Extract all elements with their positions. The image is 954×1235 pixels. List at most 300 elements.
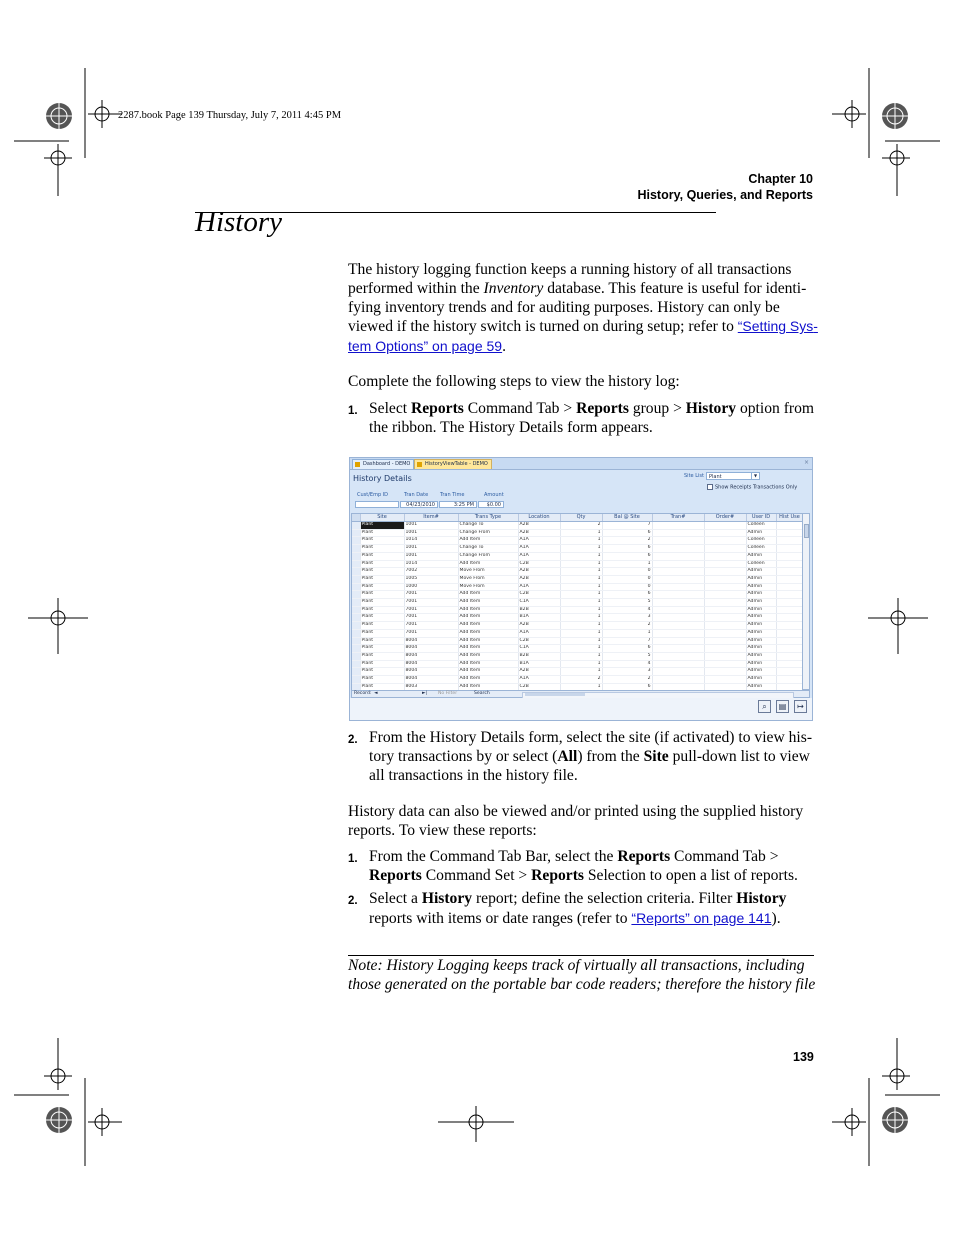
row-selector[interactable] — [352, 614, 360, 622]
table-cell[interactable] — [652, 522, 704, 530]
table-cell[interactable]: Plant — [360, 560, 404, 568]
table-cell[interactable]: Plant — [360, 614, 404, 622]
row-selector[interactable] — [352, 645, 360, 653]
table-cell[interactable] — [704, 599, 746, 607]
table-cell[interactable]: Admin — [746, 591, 776, 599]
table-cell[interactable]: Plant — [360, 606, 404, 614]
table-cell[interactable] — [652, 614, 704, 622]
row-selector[interactable] — [352, 676, 360, 684]
table-row[interactable] — [352, 537, 803, 545]
reports-page-link[interactable]: “Reports” on page 141 — [631, 909, 772, 926]
table-cell[interactable]: 1 — [560, 599, 602, 607]
table-cell[interactable]: Plant — [360, 583, 404, 591]
table-cell[interactable]: 1001 — [404, 552, 458, 560]
table-cell[interactable]: Admin — [746, 614, 776, 622]
table-cell[interactable]: 0 — [602, 575, 652, 583]
tab-dashboard[interactable] — [352, 459, 414, 469]
table-cell[interactable]: Admin — [746, 683, 776, 691]
table-cell[interactable] — [704, 645, 746, 653]
table-cell[interactable] — [652, 668, 704, 676]
table-cell[interactable]: 1 — [560, 637, 602, 645]
grid-column-header[interactable]: Trans Type — [458, 514, 518, 522]
table-cell[interactable] — [704, 591, 746, 599]
table-cell[interactable]: A2B — [518, 668, 560, 676]
table-cell[interactable] — [776, 599, 803, 607]
table-cell[interactable] — [652, 537, 704, 545]
step-bold-term: Site — [643, 747, 669, 765]
row-selector[interactable] — [352, 568, 360, 576]
row-selector[interactable] — [352, 552, 360, 560]
table-cell[interactable] — [652, 575, 704, 583]
row-selector[interactable] — [352, 599, 360, 607]
table-cell[interactable] — [704, 560, 746, 568]
table-cell[interactable]: Plant — [360, 552, 404, 560]
table-row[interactable] — [352, 622, 803, 630]
table-cell[interactable]: 6 — [602, 645, 652, 653]
table-cell[interactable]: A2B — [518, 529, 560, 537]
table-cell[interactable]: Plant — [360, 629, 404, 637]
table-cell[interactable] — [776, 537, 803, 545]
table-cell[interactable] — [776, 629, 803, 637]
table-cell[interactable]: 4 — [602, 660, 652, 668]
table-cell[interactable] — [704, 652, 746, 660]
table-cell[interactable]: Add Item — [458, 676, 518, 684]
row-selector[interactable] — [352, 575, 360, 583]
table-cell[interactable]: Admin — [746, 629, 776, 637]
table-cell[interactable]: 7001 — [404, 629, 458, 637]
grid-column-header[interactable]: Bal @ Site — [602, 514, 652, 522]
table-cell[interactable]: Admin — [746, 529, 776, 537]
show-receipts-checkbox[interactable] — [707, 484, 797, 491]
table-cell[interactable] — [704, 575, 746, 583]
table-cell[interactable] — [704, 522, 746, 530]
table-cell[interactable]: Add Item — [458, 606, 518, 614]
table-cell[interactable]: Plant — [360, 599, 404, 607]
table-row[interactable] — [352, 560, 803, 568]
record-nav-first-icon[interactable]: ◄ — [374, 691, 378, 696]
table-row[interactable] — [352, 529, 803, 537]
site-list-dropdown[interactable] — [706, 472, 760, 480]
table-cell[interactable]: A2B — [518, 522, 560, 530]
table-cell[interactable]: 2 — [602, 537, 652, 545]
row-selector[interactable] — [352, 622, 360, 630]
row-selector[interactable] — [352, 545, 360, 553]
table-cell[interactable]: Plant — [360, 660, 404, 668]
table-cell[interactable]: Admin — [746, 568, 776, 576]
table-cell[interactable] — [652, 545, 704, 553]
exit-button[interactable] — [794, 700, 807, 713]
table-cell[interactable]: Admin — [746, 676, 776, 684]
table-cell[interactable] — [704, 614, 746, 622]
search-box[interactable]: Search — [474, 691, 490, 696]
row-selector[interactable] — [352, 522, 360, 530]
table-row[interactable] — [352, 652, 803, 660]
table-cell[interactable] — [704, 545, 746, 553]
table-cell[interactable] — [776, 676, 803, 684]
table-cell[interactable]: Add Item — [458, 660, 518, 668]
table-cell[interactable] — [652, 560, 704, 568]
table-cell[interactable] — [652, 552, 704, 560]
row-selector[interactable] — [352, 583, 360, 591]
table-cell[interactable]: 1 — [560, 629, 602, 637]
tran-time-label: Tran Time — [440, 492, 465, 498]
row-selector[interactable] — [352, 537, 360, 545]
table-cell[interactable]: 1 — [560, 583, 602, 591]
table-cell[interactable] — [704, 668, 746, 676]
row-selector[interactable] — [352, 660, 360, 668]
table-cell[interactable]: 5 — [602, 599, 652, 607]
table-cell[interactable]: 0 — [602, 568, 652, 576]
table-cell[interactable]: C2B — [518, 591, 560, 599]
table-cell[interactable]: 1 — [560, 652, 602, 660]
table-cell[interactable]: Plant — [360, 529, 404, 537]
table-cell[interactable]: Colleen — [746, 560, 776, 568]
table-cell[interactable]: Plant — [360, 545, 404, 553]
find-button[interactable] — [758, 700, 771, 713]
table-cell[interactable]: 1000 — [404, 583, 458, 591]
row-selector[interactable] — [352, 629, 360, 637]
table-cell[interactable] — [776, 575, 803, 583]
table-cell[interactable]: A2B — [518, 575, 560, 583]
table-cell[interactable]: A1A — [518, 676, 560, 684]
exit-door-icon: ↦ — [797, 702, 804, 711]
step-text: Selection to open a list of reports. — [583, 866, 798, 884]
table-cell[interactable]: 1 — [560, 668, 602, 676]
table-cell[interactable]: 6 — [602, 545, 652, 553]
grid-column-header[interactable]: Site — [360, 514, 404, 522]
table-cell[interactable]: Admin — [746, 637, 776, 645]
table-cell[interactable] — [704, 568, 746, 576]
table-cell[interactable]: 2 — [602, 676, 652, 684]
table-cell[interactable] — [704, 660, 746, 668]
table-cell[interactable] — [704, 529, 746, 537]
table-cell[interactable]: 0 — [602, 583, 652, 591]
table-cell[interactable]: 7001 — [404, 591, 458, 599]
table-row[interactable] — [352, 599, 803, 607]
table-cell[interactable]: B1A — [518, 660, 560, 668]
table-cell[interactable]: Plant — [360, 652, 404, 660]
table-cell[interactable]: Move From — [458, 575, 518, 583]
table-row[interactable] — [352, 583, 803, 591]
table-row[interactable] — [352, 645, 803, 653]
record-nav-last-icon[interactable]: ►| — [422, 691, 428, 696]
table-cell[interactable]: 1 — [560, 614, 602, 622]
table-cell[interactable]: 1001 — [404, 545, 458, 553]
table-cell[interactable]: 1 — [560, 606, 602, 614]
table-cell[interactable]: 1 — [560, 568, 602, 576]
table-cell[interactable]: Admin — [746, 606, 776, 614]
table-cell[interactable]: A2B — [518, 622, 560, 630]
scroll-thumb[interactable] — [804, 524, 809, 538]
table-cell[interactable] — [776, 560, 803, 568]
table-cell[interactable] — [704, 676, 746, 684]
row-selector[interactable] — [352, 652, 360, 660]
table-cell[interactable] — [652, 568, 704, 576]
row-selector[interactable] — [352, 529, 360, 537]
table-cell[interactable]: 6 — [602, 591, 652, 599]
table-cell[interactable]: A1A — [518, 552, 560, 560]
grid-column-header[interactable]: User ID — [746, 514, 776, 522]
hscroll-thumb[interactable] — [525, 693, 585, 696]
table-cell[interactable]: Admin — [746, 599, 776, 607]
table-cell[interactable]: Add Item — [458, 622, 518, 630]
table-cell[interactable]: C1A — [518, 645, 560, 653]
table-row[interactable] — [352, 676, 803, 684]
table-cell[interactable]: Plant — [360, 622, 404, 630]
table-cell[interactable]: Add Item — [458, 668, 518, 676]
table-cell[interactable]: Plant — [360, 637, 404, 645]
table-row[interactable] — [352, 629, 803, 637]
table-cell[interactable] — [776, 652, 803, 660]
table-cell[interactable] — [652, 599, 704, 607]
table-cell[interactable] — [776, 545, 803, 553]
table-cell[interactable]: Change From — [458, 552, 518, 560]
table-cell[interactable]: 8003 — [404, 683, 458, 691]
table-cell[interactable]: C2B — [518, 683, 560, 691]
table-cell[interactable]: Admin — [746, 575, 776, 583]
table-cell[interactable]: Change To — [458, 545, 518, 553]
table-cell[interactable]: Add Item — [458, 637, 518, 645]
table-cell[interactable]: 8004 — [404, 652, 458, 660]
table-cell[interactable] — [776, 529, 803, 537]
grid-column-header[interactable]: Qty — [560, 514, 602, 522]
table-cell[interactable]: Plant — [360, 575, 404, 583]
vertical-scrollbar[interactable] — [802, 513, 810, 690]
table-cell[interactable]: 8004 — [404, 637, 458, 645]
table-cell[interactable]: Add Item — [458, 645, 518, 653]
table-cell[interactable]: A1A — [518, 583, 560, 591]
table-row[interactable] — [352, 637, 803, 645]
table-cell[interactable]: 6 — [602, 552, 652, 560]
table-cell[interactable]: 1 — [560, 683, 602, 691]
table-cell[interactable]: Add Item — [458, 591, 518, 599]
table-cell[interactable]: 1 — [560, 660, 602, 668]
table-cell[interactable] — [776, 606, 803, 614]
table-cell[interactable] — [652, 606, 704, 614]
table-cell[interactable]: 1 — [560, 575, 602, 583]
row-selector[interactable] — [352, 668, 360, 676]
table-cell[interactable]: 1001 — [404, 529, 458, 537]
grid-select-all[interactable] — [352, 514, 360, 522]
table-cell[interactable] — [776, 645, 803, 653]
tran-time-field[interactable]: 3:25 PM — [439, 501, 477, 508]
table-cell[interactable]: A1A — [518, 537, 560, 545]
table-cell[interactable]: 2 — [560, 676, 602, 684]
table-cell[interactable] — [776, 660, 803, 668]
form-footer — [350, 698, 812, 720]
table-cell[interactable]: Colleen — [746, 522, 776, 530]
table-cell[interactable]: B2B — [518, 606, 560, 614]
table-cell[interactable]: 8004 — [404, 645, 458, 653]
table-cell[interactable]: Plant — [360, 683, 404, 691]
table-cell[interactable]: A1A — [518, 545, 560, 553]
table-cell[interactable]: Add Item — [458, 652, 518, 660]
table-cell[interactable]: Admin — [746, 668, 776, 676]
row-selector[interactable] — [352, 591, 360, 599]
table-cell[interactable] — [704, 629, 746, 637]
table-cell[interactable]: Admin — [746, 645, 776, 653]
table-row[interactable] — [352, 575, 803, 583]
tab-history-view-table[interactable] — [414, 459, 492, 469]
table-cell[interactable] — [652, 529, 704, 537]
table-cell[interactable]: 7001 — [404, 622, 458, 630]
table-cell[interactable] — [776, 622, 803, 630]
table-cell[interactable] — [776, 614, 803, 622]
grid-column-header[interactable]: Location — [518, 514, 560, 522]
table-row[interactable] — [352, 568, 803, 576]
table-row[interactable] — [352, 591, 803, 599]
table-cell[interactable] — [704, 622, 746, 630]
table-cell[interactable]: Plant — [360, 676, 404, 684]
grid-column-header[interactable]: Order# — [704, 514, 746, 522]
table-cell[interactable] — [704, 637, 746, 645]
print-button[interactable] — [776, 700, 789, 713]
table-cell[interactable]: 1 — [560, 560, 602, 568]
table-cell[interactable] — [776, 568, 803, 576]
table-cell[interactable]: A2B — [518, 568, 560, 576]
table-cell[interactable]: 7001 — [404, 599, 458, 607]
table-cell[interactable]: 7001 — [404, 614, 458, 622]
table-cell[interactable]: 3 — [602, 668, 652, 676]
table-cell[interactable]: 6 — [602, 529, 652, 537]
table-cell[interactable]: 1 — [560, 529, 602, 537]
cust-emp-id-field[interactable] — [355, 501, 399, 508]
table-cell[interactable]: 7 — [602, 637, 652, 645]
table-cell[interactable] — [652, 652, 704, 660]
table-cell[interactable] — [776, 522, 803, 530]
table-row[interactable] — [352, 606, 803, 614]
table-cell[interactable]: 1 — [560, 591, 602, 599]
table-cell[interactable]: Plant — [360, 591, 404, 599]
checkbox-icon[interactable] — [707, 484, 713, 490]
table-cell[interactable]: Add Item — [458, 629, 518, 637]
table-cell[interactable]: 1014 — [404, 560, 458, 568]
table-cell[interactable]: 1014 — [404, 537, 458, 545]
table-cell[interactable]: 6 — [602, 683, 652, 691]
setting-system-options-link[interactable]: “Setting System Options” on page 59 — [348, 318, 818, 355]
table-row[interactable] — [352, 614, 803, 622]
table-cell[interactable] — [704, 537, 746, 545]
table-cell[interactable]: Add Item — [458, 614, 518, 622]
table-cell[interactable]: 1 — [602, 629, 652, 637]
table-cell[interactable]: B2B — [518, 652, 560, 660]
table-cell[interactable]: 4 — [602, 606, 652, 614]
table-cell[interactable]: Move From — [458, 568, 518, 576]
row-selector[interactable] — [352, 637, 360, 645]
table-cell[interactable]: Add Item — [458, 560, 518, 568]
table-cell[interactable]: C2B — [518, 560, 560, 568]
table-cell[interactable]: 1 — [560, 622, 602, 630]
table-cell[interactable]: Colleen — [746, 545, 776, 553]
table-cell[interactable]: Plant — [360, 668, 404, 676]
table-cell[interactable] — [776, 637, 803, 645]
table-cell[interactable] — [652, 622, 704, 630]
table-cell[interactable]: Admin — [746, 622, 776, 630]
registration-mark-bottom-right — [879, 1104, 911, 1136]
table-row[interactable] — [352, 522, 803, 530]
table-cell[interactable]: Change To — [458, 522, 518, 530]
grid-column-header[interactable]: Item# — [404, 514, 458, 522]
table-cell[interactable]: Change From — [458, 529, 518, 537]
table-cell[interactable]: 1 — [560, 545, 602, 553]
table-cell[interactable] — [704, 606, 746, 614]
table-cell[interactable]: 7 — [602, 522, 652, 530]
table-cell[interactable] — [652, 660, 704, 668]
table-cell[interactable]: 2 — [602, 622, 652, 630]
table-cell[interactable] — [704, 552, 746, 560]
table-row[interactable] — [352, 660, 803, 668]
table-cell[interactable]: 7001 — [404, 606, 458, 614]
intro-paragraph — [348, 261, 818, 357]
table-cell[interactable]: Admin — [746, 583, 776, 591]
table-cell[interactable] — [776, 552, 803, 560]
table-cell[interactable]: Admin — [746, 552, 776, 560]
table-cell[interactable] — [652, 637, 704, 645]
table-cell[interactable]: 1005 — [404, 575, 458, 583]
table-cell[interactable]: Admin — [746, 652, 776, 660]
chevron-down-icon[interactable]: ▼ — [751, 473, 759, 479]
table-cell[interactable]: C2B — [518, 637, 560, 645]
table-cell[interactable]: 3 — [602, 614, 652, 622]
table-cell[interactable]: 5 — [602, 652, 652, 660]
table-cell[interactable]: Plant — [360, 645, 404, 653]
table-cell[interactable] — [652, 583, 704, 591]
table-cell[interactable]: Plant — [360, 522, 404, 530]
table-cell[interactable]: B1A — [518, 614, 560, 622]
table-cell[interactable]: Add Item — [458, 599, 518, 607]
table-cell[interactable]: A1A — [518, 629, 560, 637]
table-cell[interactable]: Move From — [458, 583, 518, 591]
grid-column-header[interactable]: Hist Use — [776, 514, 803, 522]
table-cell[interactable]: Plant — [360, 568, 404, 576]
table-cell[interactable]: 8004 — [404, 660, 458, 668]
table-row[interactable] — [352, 545, 803, 553]
table-cell[interactable]: Admin — [746, 660, 776, 668]
table-cell[interactable]: 1 — [602, 560, 652, 568]
table-cell[interactable]: 1 — [560, 552, 602, 560]
no-filter-label[interactable]: No Filter — [438, 691, 458, 696]
close-icon[interactable]: × — [803, 459, 809, 466]
table-cell[interactable]: Add Item — [458, 537, 518, 545]
table-cell[interactable] — [776, 583, 803, 591]
table-cell[interactable]: 1 — [560, 537, 602, 545]
table-cell[interactable]: Plant — [360, 537, 404, 545]
table-cell[interactable]: Add Item — [458, 683, 518, 691]
grid-column-header[interactable]: Tran# — [652, 514, 704, 522]
table-cell[interactable]: 1 — [560, 645, 602, 653]
table-cell[interactable]: 8004 — [404, 676, 458, 684]
table-cell[interactable]: 1001 — [404, 522, 458, 530]
amount-field[interactable]: $0.00 — [478, 501, 504, 508]
table-cell[interactable] — [652, 676, 704, 684]
table-cell[interactable] — [776, 591, 803, 599]
row-selector[interactable] — [352, 606, 360, 614]
table-cell[interactable]: 8004 — [404, 668, 458, 676]
table-cell[interactable]: Colleen — [746, 537, 776, 545]
table-cell[interactable] — [652, 629, 704, 637]
table-cell[interactable] — [652, 591, 704, 599]
table-cell[interactable] — [704, 583, 746, 591]
table-row[interactable] — [352, 668, 803, 676]
table-cell[interactable]: C1A — [518, 599, 560, 607]
table-cell[interactable]: 2 — [560, 522, 602, 530]
tran-date-field[interactable]: 04/23/2010 — [400, 501, 438, 508]
row-selector[interactable] — [352, 560, 360, 568]
table-cell[interactable]: 7002 — [404, 568, 458, 576]
table-row[interactable] — [352, 552, 803, 560]
table-cell[interactable] — [776, 668, 803, 676]
table-cell[interactable] — [652, 645, 704, 653]
